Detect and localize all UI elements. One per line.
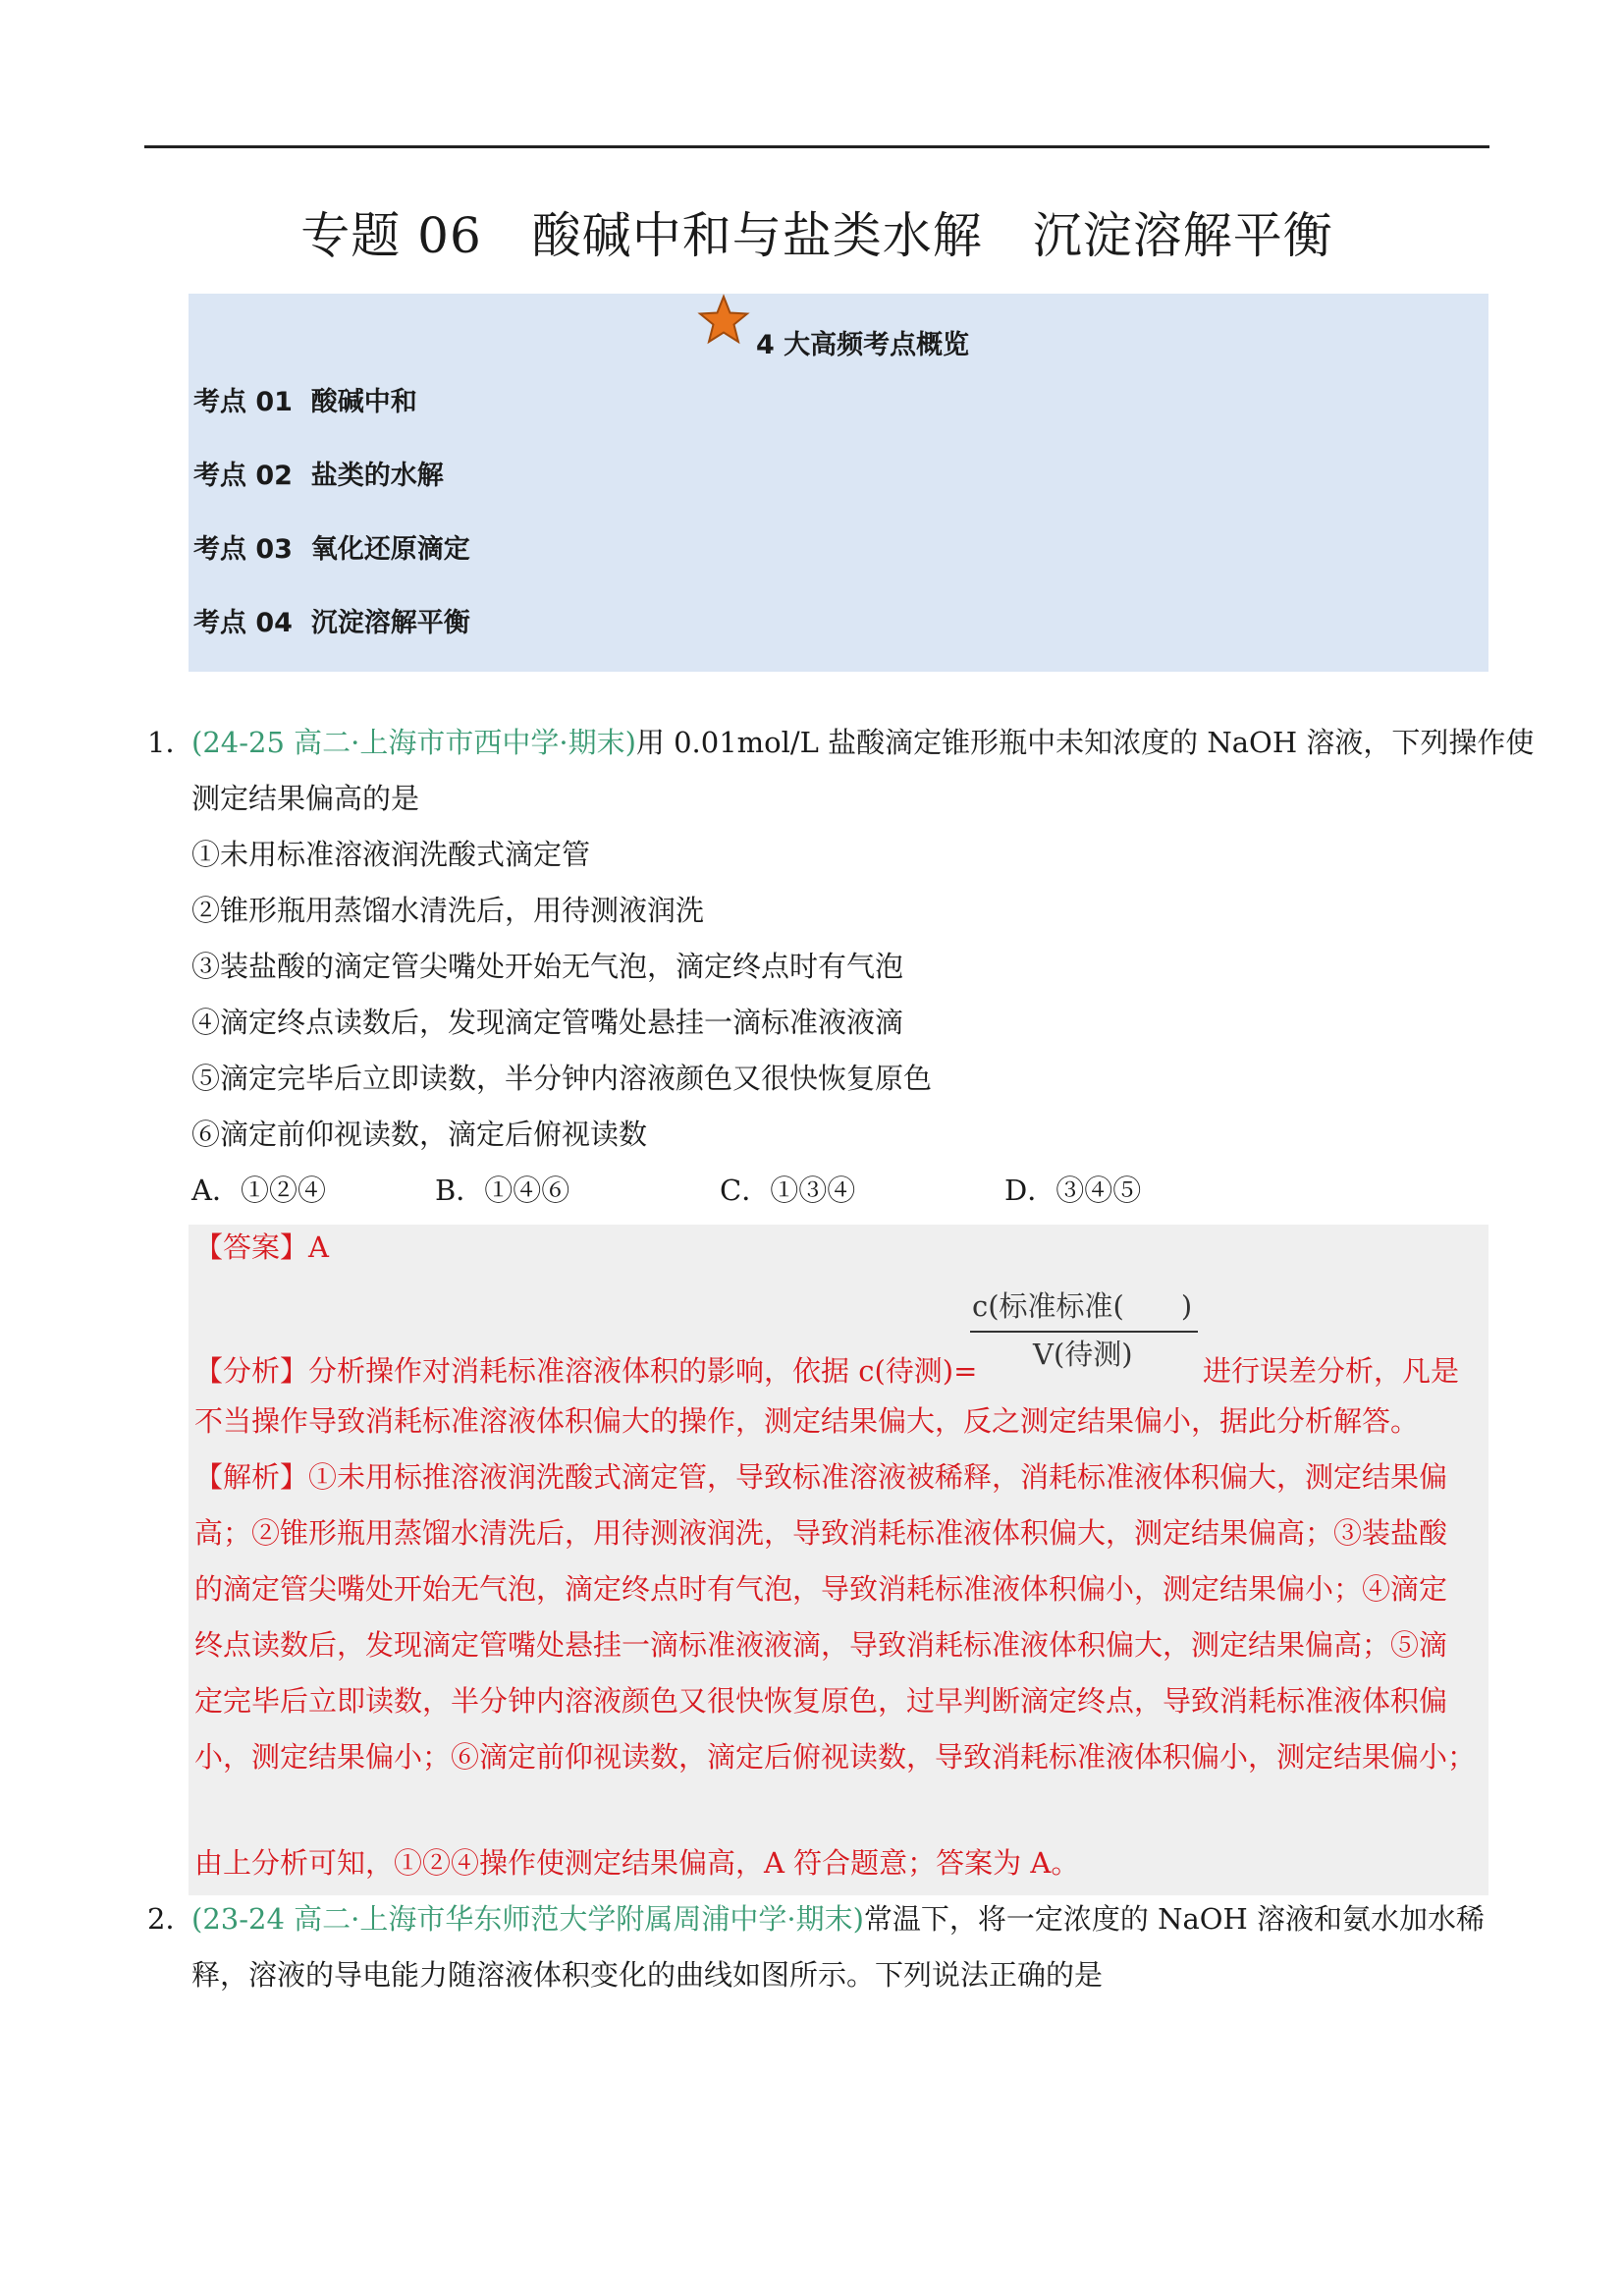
explanation-line: 终点读数后，发现滴定管嘴处悬挂一滴标准液液滴，导致消耗标准液体积偏大，测定结果偏高；⑤滴	[194, 1628, 1448, 1662]
option-c: C．①③④	[720, 1174, 856, 1207]
question-source: (23-24 高二·上海市华东师范大学附属周浦中学·期末)	[191, 1902, 864, 1936]
overview-header	[189, 294, 1488, 372]
option-d: D．③④⑤	[1004, 1174, 1142, 1207]
key-point-4: 考点 04 沉淀溶解平衡	[193, 608, 470, 638]
option-a: A．①②④	[191, 1174, 326, 1207]
overview-heading: 4 大高频考点概览	[756, 330, 970, 360]
question-number: 2．	[147, 1902, 194, 1936]
question-source: (24-25 高二·上海市市西中学·期末)	[191, 726, 636, 759]
question-stem-text: 用 0.01mol/L 盐酸滴定锥形瓶中未知浓度的 NaOH 溶液，下列操作使	[635, 726, 1535, 759]
fraction-denominator: V(待测)	[1033, 1338, 1133, 1371]
analysis-line: 【分析】分析操作对消耗标准溶液体积的影响，依据 c(待测)=	[194, 1354, 978, 1388]
statement-item: ⑤滴定完毕后立即读数，半分钟内溶液颜色又很快恢复原色	[191, 1062, 933, 1095]
question-number: 1．	[147, 726, 194, 759]
statement-item: ④滴定终点读数后，发现滴定管嘴处悬挂一滴标准液液滴	[191, 1006, 904, 1039]
question-stem-cont: 测定结果偏高的是	[191, 782, 420, 815]
conclusion-line: 由上分析可知，①②④操作使测定结果偏高，A 符合题意；答案为 A。	[194, 1846, 1080, 1880]
page-title: 专题 06 酸碱中和与盐类水解 沉淀溶解平衡	[300, 207, 1333, 264]
analysis-line-tail: 进行误差分析，凡是	[1203, 1354, 1460, 1388]
key-point-1: 考点 01 酸碱中和	[193, 387, 417, 417]
statement-item: ①未用标准溶液润洗酸式滴定管	[191, 838, 591, 871]
statement-item: ③装盐酸的滴定管尖嘴处开始无气泡，滴定终点时有气泡	[191, 950, 904, 983]
question-stem-text: 常温下，将一定浓度的 NaOH 溶液和氨水加水稀	[863, 1902, 1486, 1936]
key-point-3: 考点 03 氧化还原滴定	[193, 534, 470, 565]
star-icon	[697, 294, 750, 347]
explanation-line: 小，测定结果偏小；⑥滴定前仰视读数，滴定后俯视读数，导致消耗标准液体积偏小，测定结果偏小；	[194, 1740, 1477, 1774]
answer-panel	[189, 1225, 1488, 1895]
fraction-numerator: c(标准标准( )	[972, 1289, 1193, 1323]
explanation-line: 的滴定管尖嘴处开始无气泡，滴定终点时有气泡，导致消耗标准液体积偏小，测定结果偏小；④滴定	[194, 1572, 1448, 1606]
question-stem	[191, 721, 1534, 761]
question-stem	[191, 1897, 1485, 1938]
analysis-line: 不当操作导致消耗标准溶液体积偏大的操作，测定结果偏大，反之测定结果偏小，据此分析解答。	[194, 1404, 1420, 1438]
statement-item: ⑥滴定前仰视读数，滴定后俯视读数	[191, 1118, 648, 1151]
explanation-line: 【解析】①未用标推溶液润洗酸式滴定管，导致标准溶液被稀释，消耗标准液体积偏大，测定结果偏	[194, 1460, 1448, 1494]
question-stem-cont: 释，溶液的导电能力随溶液体积变化的曲线如图所示。下列说法正确的是	[191, 1958, 1104, 1992]
header-rule	[144, 145, 1489, 148]
option-b: B．①④⑥	[435, 1174, 570, 1207]
overview-panel	[189, 294, 1488, 672]
answer-line: 【答案】A	[194, 1230, 329, 1264]
key-point-2: 考点 02 盐类的水解	[193, 461, 444, 491]
explanation-line: 定完毕后立即读数，半分钟内溶液颜色又很快恢复原色，过早判断滴定终点，导致消耗标准液体积偏	[194, 1684, 1448, 1718]
statement-item: ②锥形瓶用蒸馏水清洗后，用待测液润洗	[191, 894, 705, 927]
explanation-line: 高；②锥形瓶用蒸馏水清洗后，用待测液润洗，导致消耗标准液体积偏大，测定结果偏高；③装盐酸	[194, 1516, 1448, 1550]
